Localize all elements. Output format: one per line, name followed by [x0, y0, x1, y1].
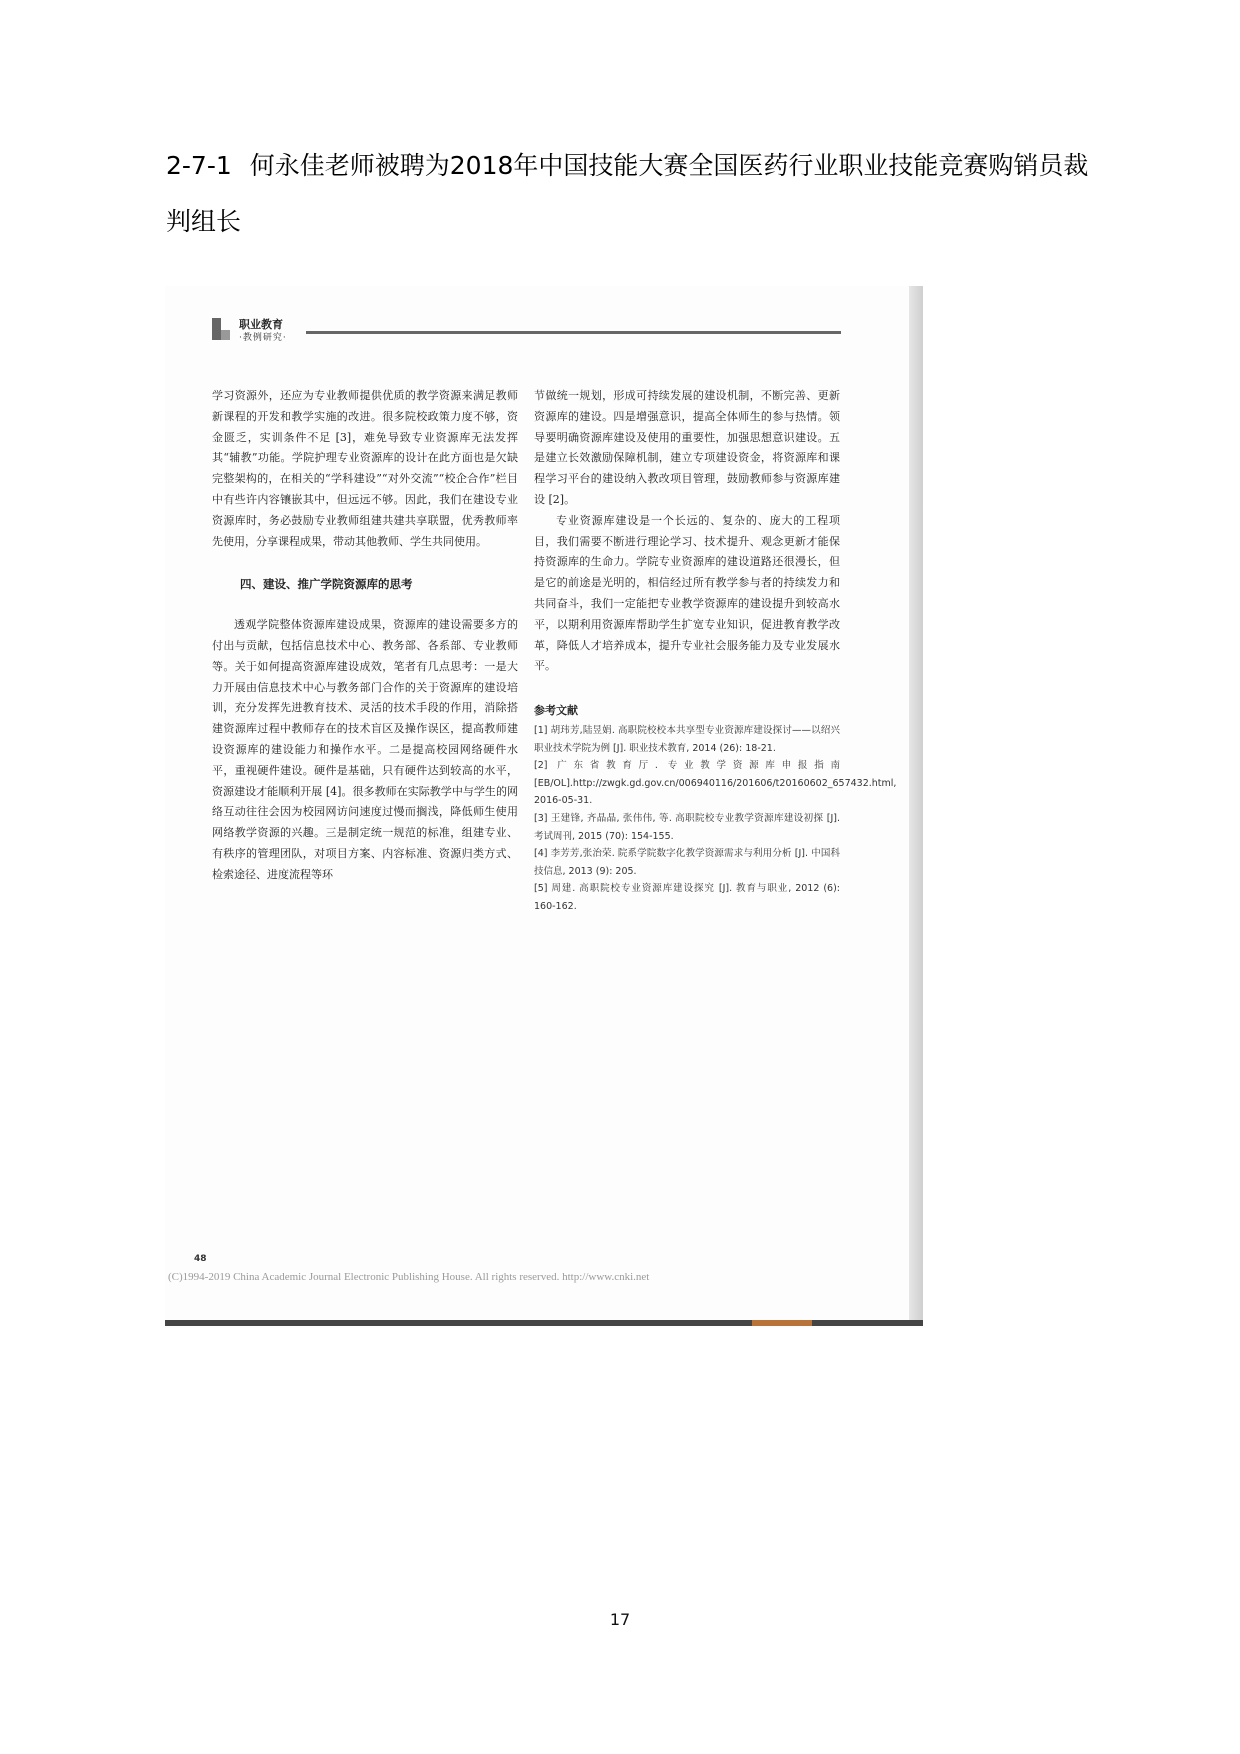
- left-paragraph-1: 学习资源外，还应为专业教师提供优质的教学资源来满足教师新课程的开发和教学实施的改进。很多院校政策力度不够，资金匮乏，实训条件不足 [3]，难免导致专业资源库无法发挥其“辅教”功能。学院护理专业资源库的设计在此方面也是欠缺完整架构的，在相关的“学科建设”“对外交流”“校企合作”栏目中有些许内容镶嵌其中，但远远不够。因此，我们在建设专业资源库时，务必鼓励专业教师组建共建共享联盟，优秀教师率先使用，分享课程成果，带动其他教师、学生共同使用。: [212, 389, 518, 548]
- page-number: 17: [609, 1610, 631, 1629]
- journal-section: ·教例研究·: [239, 333, 287, 343]
- journal-name: 职业教育: [239, 318, 283, 331]
- journal-logo-block-2: [221, 330, 230, 340]
- right-paragraph-2: 专业资源库建设是一个长远的、复杂的、庞大的工程项目，我们需要不断进行理论学习、技术提升、观念更新才能保持资源库的生命力。学院专业资源库的建设道路还很漫长，但是它的前途是光明的，相信经过所有教学参与者的持续发力和共同奋斗，我们一定能把专业教学资源库的建设提升到较高水平，以期利用资源库帮助学生扩宽专业知识，促进教育教学改革，降低人才培养成本，提升专业社会服务能力及专业发展水平。: [534, 513, 840, 673]
- copyright-notice: (C)1994-2019 China Academic Journal Electronic Publishing House. All rights reserved. http://www.cnki.net: [168, 1271, 650, 1283]
- reference-item: [2] 广东省教育厅. 专业教学资源库申报指南 [EB/OL].http://zwgk.gd.gov.cn/006940116/201606/t20160602_657432.html, 2016-05-31.: [534, 760, 897, 807]
- journal-header-rule: [306, 331, 841, 334]
- references-title: 参考文献: [534, 704, 578, 718]
- reference-item: [5] 周建. 高职院校专业资源库建设探究 [J]. 教育与职业, 2012 (6): 160-162.: [534, 883, 840, 912]
- article-left-column: [212, 386, 518, 886]
- left-paragraph-2: 透观学院整体资源库建设成果，资源库的建设需要多方的付出与贡献，包括信息技术中心、教务部、各系部、专业教师等。关于如何提高资源库建设成效，笔者有几点思考：一是大力开展由信息技术中心与教务部门合作的关于资源库的建设培训，充分发挥先进教育技术、灵活的技术手段的作用，消除搭建资源库过程中教师存在的技术盲区及操作误区，提高教师建设资源库的建设能力和操作水平。二是提高校园网络硬件水平，重视硬件建设。硬件是基础，只有硬件达到较高的水平，资源建设才能顺利开展 [4]。很多教师在实际教学中与学生的网络互动往往会因为校园网访问速度过慢而搁浅，降低师生使用网络教学资源的兴趣。三是制定统一规范的标准，组建专业、有秩序的管理团队，对项目方案、内容标准、资源归类方式、检索途径、进度流程等环: [212, 618, 518, 881]
- reference-item: [1] 胡玮芳,陆昱娟. 高职院校校本共享型专业资源库建设探讨——以绍兴职业技术学院为例 [J]. 职业技术教育, 2014 (26): 18-21.: [534, 724, 840, 754]
- section-heading: [166, 138, 1106, 250]
- journal-logo-block: [212, 318, 221, 340]
- reference-item: [4] 李芳芳,张治荣. 院系学院数字化教学资源需求与利用分析 [J]. 中国科技信息, 2013 (9): 205.: [534, 848, 840, 877]
- journal-page-number: 48: [194, 1254, 207, 1264]
- heading-number: 2-7-1: [166, 151, 232, 180]
- right-paragraph-1: 节做统一规划，形成可持续发展的建设机制，不断完善、更新资源库的建设。四是增强意识，提高全体师生的参与热情。领导要明确资源库建设及使用的重要性，加强思想意识建设。五是建立长效激励保障机制，建立专项建设资金，将资源库和课程学习平台的建设纳入教改项目管理，鼓励教师参与资源库建设 [2]。: [534, 389, 840, 506]
- reference-item: [3] 王建锋, 齐晶晶, 张伟伟, 等. 高职院校专业教学资源库建设初探 [J]. 考试周刊, 2015 (70): 154-155.: [534, 812, 840, 842]
- scan-bottom-accent: [752, 1320, 812, 1326]
- heading-text: 何永佳老师被聘为2018年中国技能大赛全国医药行业职业技能竞赛购销员裁判组长: [166, 151, 1089, 236]
- section-title: 四、建设、推广学院资源库的思考: [240, 577, 413, 592]
- article-right-column: [534, 386, 897, 915]
- scan-edge-shadow: [909, 286, 923, 1326]
